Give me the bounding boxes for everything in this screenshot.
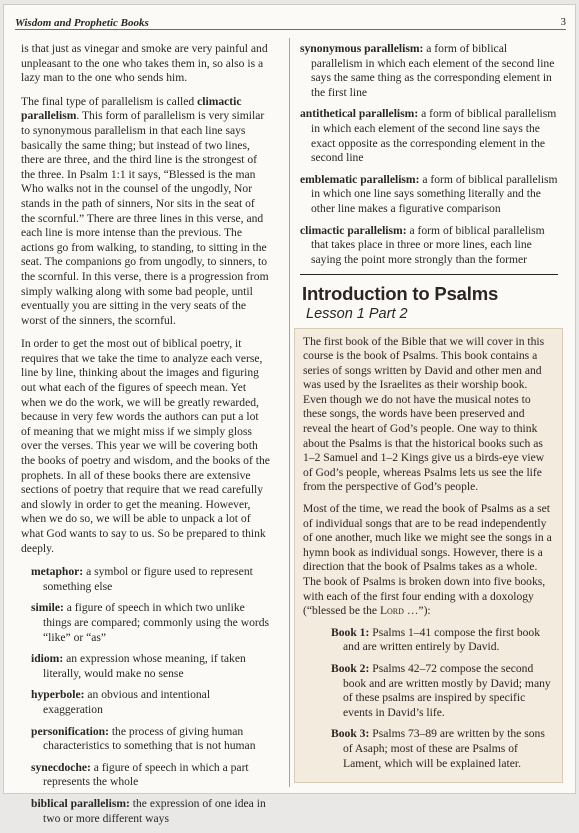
glossary-entry: [31, 761, 271, 790]
column-divider: [289, 38, 290, 787]
glossary-definition: a form of biblical parallelism in which each element of the second line says the same thing as the corresponding element in the first line: [311, 42, 555, 99]
page-number: 3: [560, 16, 566, 28]
paragraph-text: The final type of parallelism is called: [21, 94, 198, 108]
running-header: [15, 11, 566, 30]
book-description: Psalms 1–41 compose the first book and are written entirely by David.: [343, 625, 541, 654]
paragraph-vinegar: is that just as vinegar and smoke are very painful and unpleasant to the one who takes them in, so also is a lazy man to the one who sends him.: [21, 42, 268, 85]
glossary-entry: [31, 565, 271, 594]
book-description: Psalms 42–72 compose the second book and are written mostly by David; many of these psalms are inspired by specific events in David’s life.: [343, 661, 551, 719]
glossary-term: metaphor:: [31, 565, 84, 579]
glossary-term: antithetical parallelism:: [300, 107, 419, 121]
book-entry: [331, 626, 554, 655]
paragraph-text: Most of the time, we read the book of Psalms as a set of individual songs that are to be read independently of one another, much like we might see the songs in a hymn book as individual songs. However, there is a direction that the book of Psalms takes as a whole. The book of Psalms is broken down into five books, with each of the first four ending with a doxology (“blessed be the: [303, 502, 552, 618]
glossary-term: climactic parallelism:: [300, 223, 407, 237]
book-label: Book 3:: [331, 727, 370, 741]
paragraph-text: . This form of parallelism is very similar to synonymous parallelism in that each line says basically the same thing; but instead of two lines, there are three, and the third line is the strongest of the three. In Psalm 1:1 it says, “Blessed is the man Who walks not in the counsel of the ungodly, Nor stands in the path of sinners, Nor sits in the seat of the scornful.” There are three lines in this verse, and each line is more intense than the previous. The actions go from walking, to standing, to sitting in the seat. The companions go from ungodly, to sinners, to the scornful. In this verse, there is a progression from simply walking along with some bad people, until eventually you are sitting in the very seats of the worst of the sinners, the scornful.: [21, 109, 269, 327]
glossary-definition: a symbol or figure used to represent something else: [43, 565, 253, 593]
glossary-definition: a figure of speech in which two unlike things are compared; commonly using the words “like” or “as”: [43, 601, 270, 644]
lesson-box: [294, 328, 563, 784]
glossary-list-left: [21, 565, 271, 826]
glossary-term: idiom:: [31, 652, 64, 666]
glossary-term: simile:: [31, 601, 64, 615]
paragraph-text: …”):: [403, 604, 431, 618]
lesson-paragraph-structure: [303, 502, 554, 619]
book-label: Book 1:: [331, 625, 370, 639]
key-term: climactic parallelism: [21, 94, 242, 123]
glossary-definition: an expression whose meaning, if taken literally, would make no sense: [43, 652, 246, 680]
paragraph-climactic: [21, 95, 271, 329]
section-rule: [300, 274, 558, 275]
glossary-term: hyperbole:: [31, 688, 85, 702]
glossary-entry: [31, 688, 271, 717]
glossary-definition: a figure of speech in which a part represents the whole: [43, 760, 249, 789]
lesson-subtitle: Lesson 1 Part 2: [306, 305, 408, 322]
glossary-list-right: [300, 42, 558, 267]
glossary-definition: the expression of one idea in two or more different ways: [43, 796, 266, 825]
glossary-definition: the process of giving human characteristics to something that is not human: [43, 724, 256, 753]
glossary-term: emblematic parallelism:: [300, 172, 420, 186]
glossary-term: synonymous parallelism:: [300, 42, 424, 55]
glossary-entry: [300, 224, 558, 268]
glossary-definition: a form of biblical parallelism in which each element of the second line says the exact opposite as the corresponding element in the second line: [311, 107, 557, 165]
right-column: [300, 42, 558, 783]
glossary-entry: [300, 107, 558, 165]
section-title: Introduction to Psalms: [302, 283, 499, 305]
book-entry: [331, 662, 554, 720]
glossary-term: biblical parallelism:: [31, 796, 130, 810]
left-column: [21, 42, 271, 833]
psalm-books-list: [303, 626, 554, 771]
glossary-term: synecdoche:: [31, 760, 91, 774]
glossary-entry: [31, 797, 271, 826]
glossary-entry: [31, 652, 271, 681]
textbook-page: [3, 4, 576, 825]
glossary-definition: a form of biblical parallelism that takes place in three or more lines, each line saying the point more strongly than the former: [311, 223, 545, 266]
lord-small-caps: Lord: [379, 604, 404, 618]
glossary-entry: [31, 725, 271, 754]
glossary-definition: an obvious and intentional exaggeration: [43, 688, 211, 716]
lesson-paragraph-intro: The first book of the Bible that we will cover in this course is the book of Psalms. This book contains a series of songs written by David and other men and was used by the Israelites as their worship book. Even though we do not have the musical notes to these songs, the words have been preserved and reveal the heart of God’s people. One way to think about the Psalms is that the historical books such as 1–2 Samuel and 1–2 Kings give us a birds-eye view of God’s people, whereas Psalms lets us see the life from the perspective of God’s people.: [303, 334, 545, 494]
paragraph-biblical-poetry: In order to get the most out of biblical poetry, it requires that we take the time to analyze each verse, line by line, thinking about the images and figuring out what each of the figures of speech mean. Yet when we do the work, we will be greatly rewarded, because in very few words the authors can put a lot of meaning that we might miss if we simply gloss over the verses. This year we will be covering both the books of poetry and wisdom, and the books of the prophets. In all of these books there are extensive sections of poetry that require that we read carefully and slowly in order to get the meaning. However, when we do so, we will be able to unpack a lot of what God wants to say to us. So be prepared to think deeply.: [21, 337, 270, 555]
glossary-entry: [300, 42, 558, 100]
book-title: Wisdom and Prophetic Books: [15, 17, 149, 29]
book-entry: [331, 727, 554, 771]
book-description: Psalms 73–89 are written by the sons of Asaph; most of these are Psalms of Lament, which will be explained later.: [343, 727, 545, 770]
book-label: Book 2:: [331, 661, 370, 675]
glossary-term: personification:: [31, 724, 109, 738]
glossary-entry: [31, 601, 271, 645]
glossary-definition: a form of biblical parallelism in which one line says something literally and the other line makes a figurative comparison: [311, 172, 558, 215]
glossary-entry: [300, 173, 558, 217]
